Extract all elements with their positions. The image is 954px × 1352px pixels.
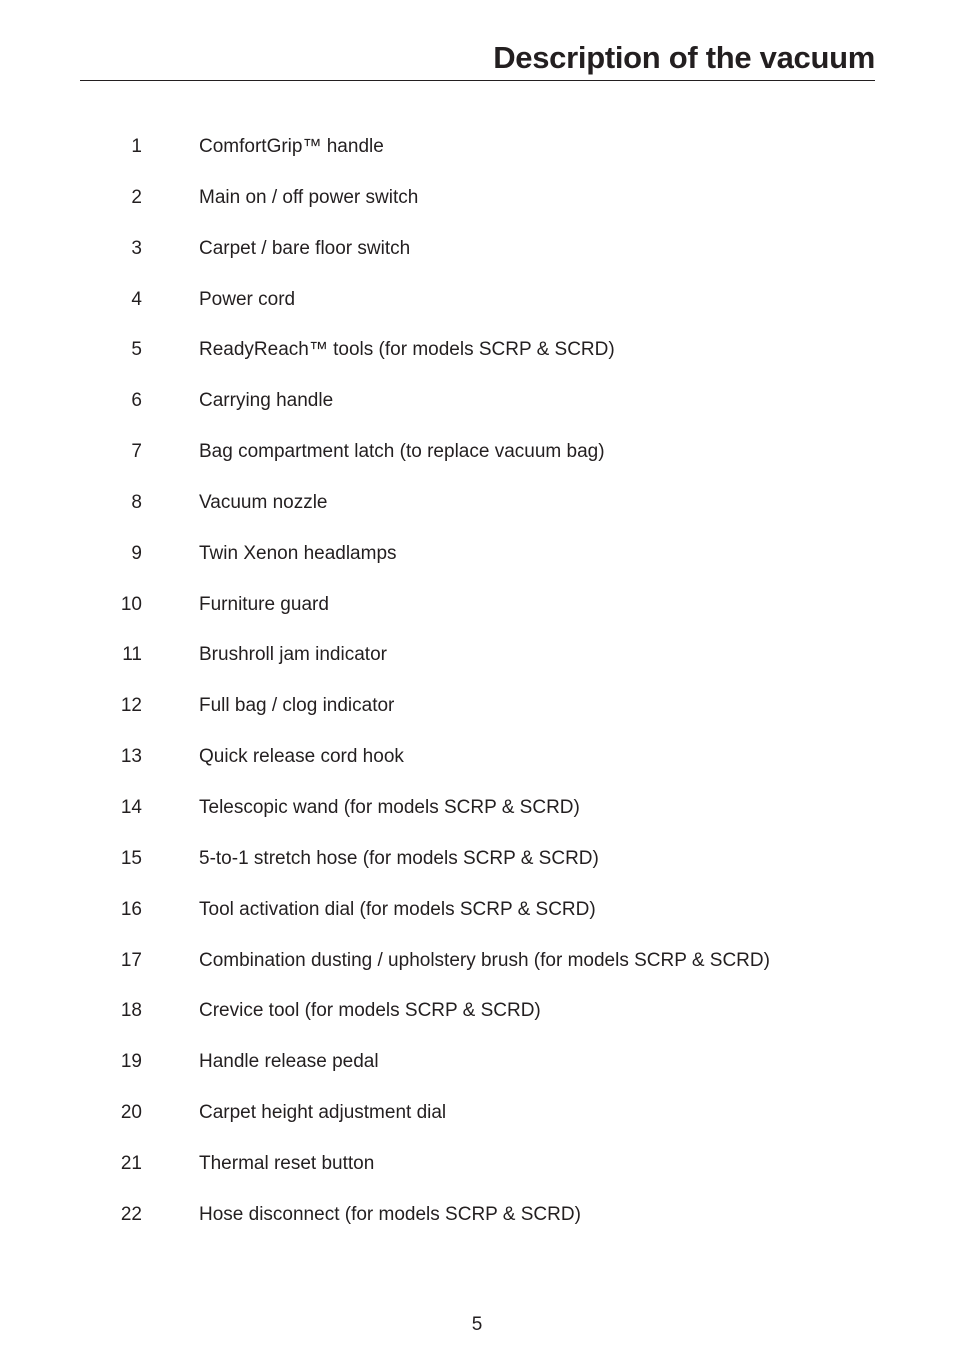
part-number: 9 [131,542,142,564]
list-item [0,1040,954,1091]
page-number: 5 [471,1314,483,1335]
list-item [0,125,954,176]
part-label: Furniture guard [199,593,329,615]
part-label: ComfortGrip™ handle [199,136,384,157]
part-number: 7 [131,441,142,463]
part-number: 19 [120,1051,142,1073]
list-item [0,1193,954,1244]
part-label: Full bag / clog indicator [199,695,395,717]
part-number: 4 [131,288,142,310]
part-label: Combination dusting / upholstery brush (for models SCRP & SCRD) [199,949,770,971]
list-item [0,481,954,532]
part-label: 5-to-1 stretch hose (for models SCRP & SCRD) [199,847,599,869]
part-number: 14 [120,796,142,818]
part-label: Hose disconnect (for models SCRP & SCRD) [199,1203,581,1225]
parts-list [0,125,954,1244]
list-item [0,379,954,430]
list-item [0,1142,954,1193]
part-number: 16 [120,898,142,920]
list-item [0,837,954,888]
list-item [0,1091,954,1142]
part-label: Brushroll jam indicator [199,644,387,666]
part-number: 21 [120,1152,142,1174]
list-item [0,735,954,786]
part-number: 2 [131,186,142,208]
list-item [0,786,954,837]
part-number: 3 [131,237,142,259]
part-label: Telescopic wand (for models SCRP & SCRD) [199,796,580,818]
list-item [0,989,954,1040]
list-item [0,583,954,634]
part-number: 6 [131,390,142,412]
part-label: Bag compartment latch (to replace vacuum bag) [199,441,605,463]
part-number: 8 [131,491,142,513]
list-item [0,888,954,939]
part-label: Quick release cord hook [199,746,404,768]
part-number: 11 [122,644,142,666]
part-label: Main on / off power switch [199,186,419,208]
list-item [0,227,954,278]
part-number: 17 [120,949,142,971]
list-item [0,328,954,379]
part-number: 12 [120,695,142,717]
part-label: Twin Xenon headlamps [199,542,397,564]
part-label: Carpet height adjustment dial [199,1102,447,1124]
part-label: Tool activation dial (for models SCRP & SCRD) [199,898,596,920]
list-item [0,939,954,990]
part-label: Vacuum nozzle [199,491,328,513]
part-label: ReadyReach™ tools (for models SCRP & SCRD) [199,339,615,361]
list-item [0,430,954,481]
part-number: 10 [120,593,142,615]
part-number: 1 [131,136,142,157]
part-number: 15 [120,847,142,869]
part-label: Thermal reset button [199,1152,375,1174]
part-label: Handle release pedal [199,1051,379,1073]
part-number: 22 [120,1203,142,1225]
part-label: Crevice tool (for models SCRP & SCRD) [199,1000,541,1022]
part-label: Carrying handle [199,390,334,412]
list-item [0,633,954,684]
part-number: 20 [120,1102,142,1124]
part-label: Carpet / bare floor switch [199,237,411,259]
page-header [80,30,875,81]
part-number: 5 [131,339,142,361]
page-title: Description of the vacuum [493,40,875,75]
part-number: 13 [120,746,142,768]
list-item [0,684,954,735]
list-item [0,278,954,329]
list-item [0,176,954,227]
list-item [0,532,954,583]
part-number: 18 [120,1000,142,1022]
part-label: Power cord [199,288,296,310]
